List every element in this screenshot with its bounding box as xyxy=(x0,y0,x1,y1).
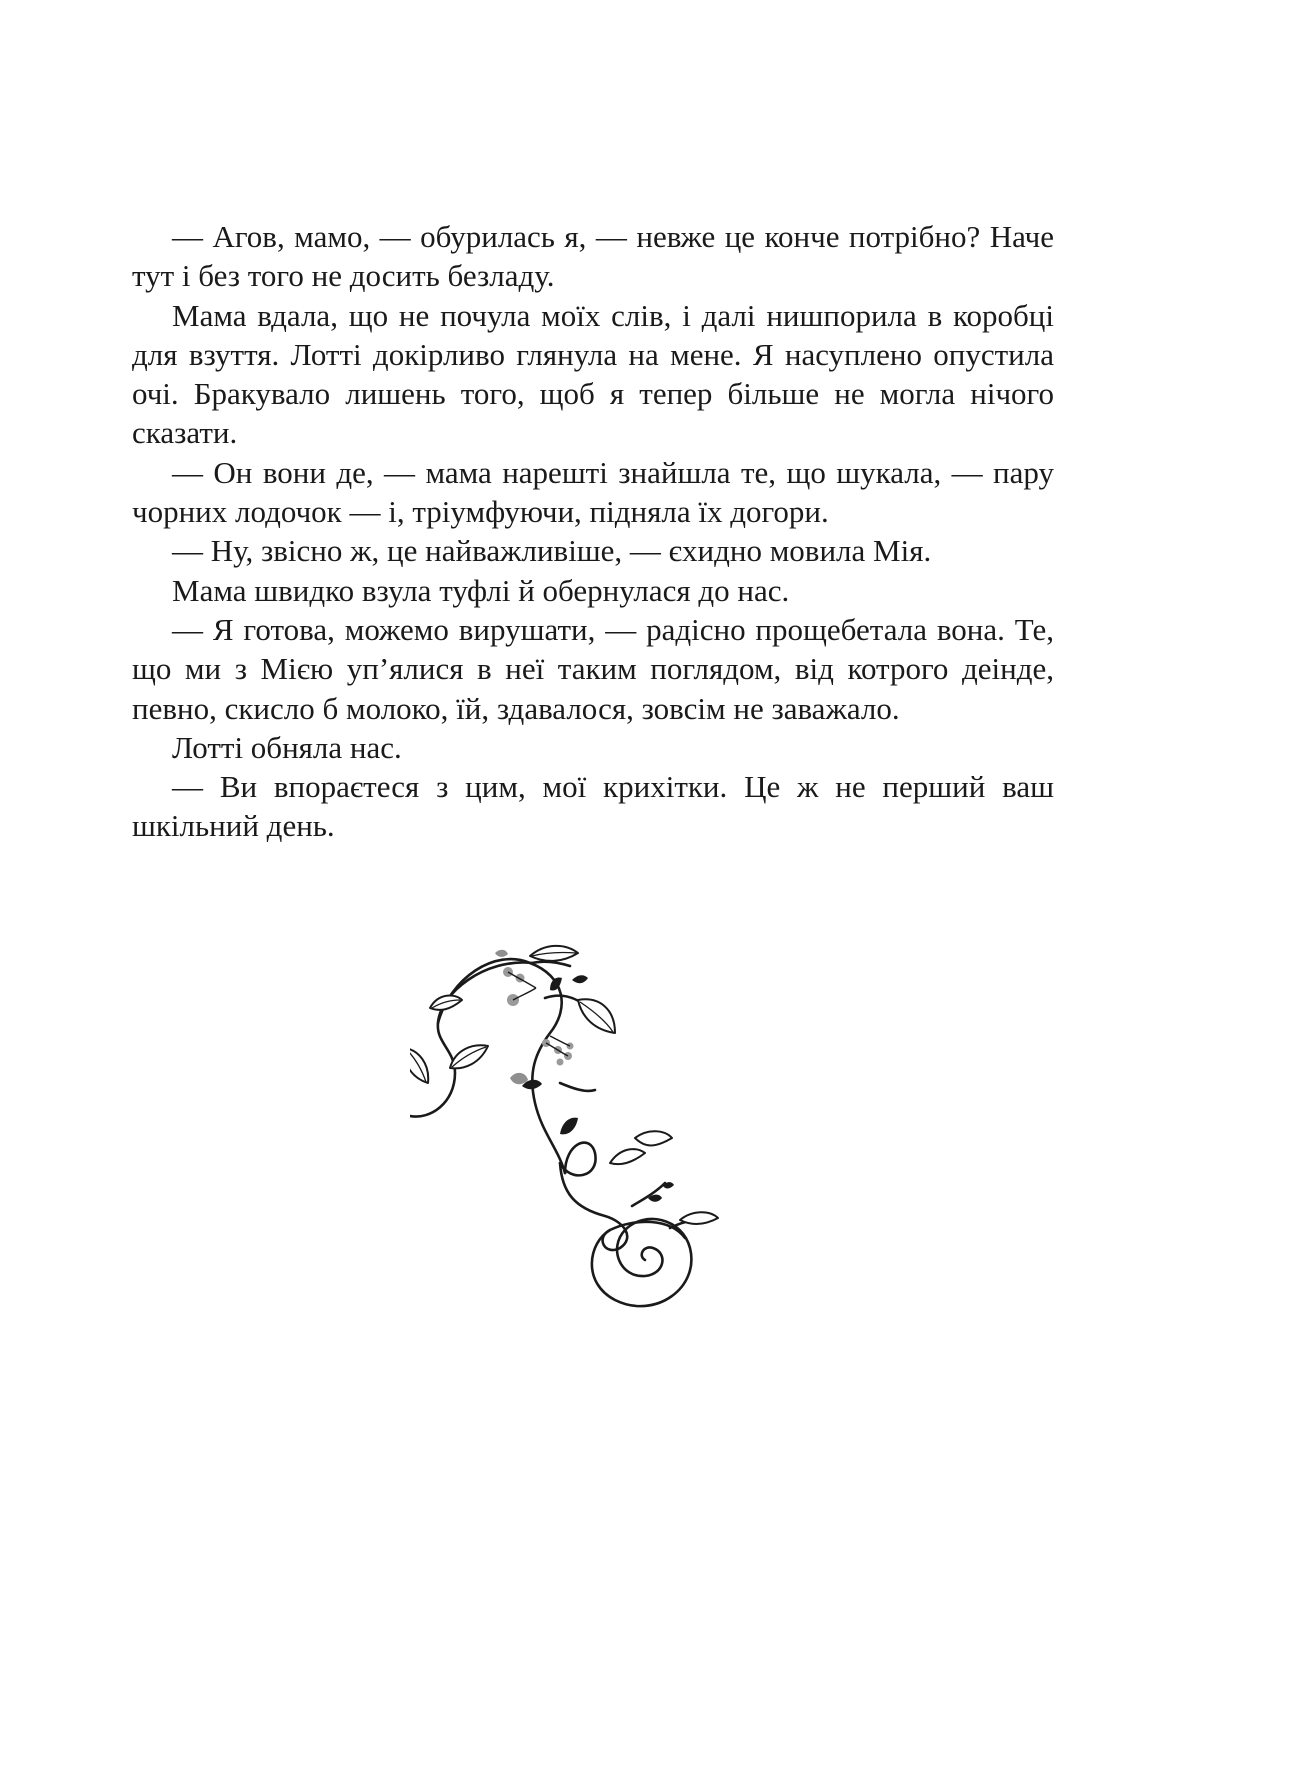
paragraph-1: — Агов, мамо, — обурилась я, — невже це конче потрібно? Наче тут і без того не досить безладу. xyxy=(132,219,1054,294)
floral-vine-ornament-icon xyxy=(410,938,780,1318)
body-text xyxy=(132,217,1054,846)
paragraph-4: — Ну, звісно ж, це найважливіше, — єхидно мовила Мія. xyxy=(172,533,932,569)
paragraph-5: Мама швидко взула туфлі й обернулася до нас. xyxy=(172,572,790,608)
paragraph-6: — Я готова, можемо вирушати, — радісно прощебетала вона. Те, що ми з Мією уп’ялися в неї таким поглядом, від котрого деінде, певно, скисло б молоко, їй, здавалося, зовсім не заважало. xyxy=(132,611,1054,726)
paragraph-8: — Ви впораєтеся з цим, мої крихітки. Це ж не перший ваш шкільний день. xyxy=(132,769,1054,844)
paragraph-7: Лотті обняла нас. xyxy=(172,729,402,765)
paragraph-3: — Он вони де, — мама нарешті знайшла те, що шукала, — пару чорних лодочок — і, тріумфуючи, підняла їх догори. xyxy=(132,454,1054,530)
paragraph-2: Мама вдала, що не почула моїх слів, і далі нишпорила в коробці для взуття. Лотті докірливо глянула на мене. Я насуплено опустила очі. Бракувало лишень того, щоб я тепер більше не могла нічого сказати. xyxy=(132,297,1054,451)
